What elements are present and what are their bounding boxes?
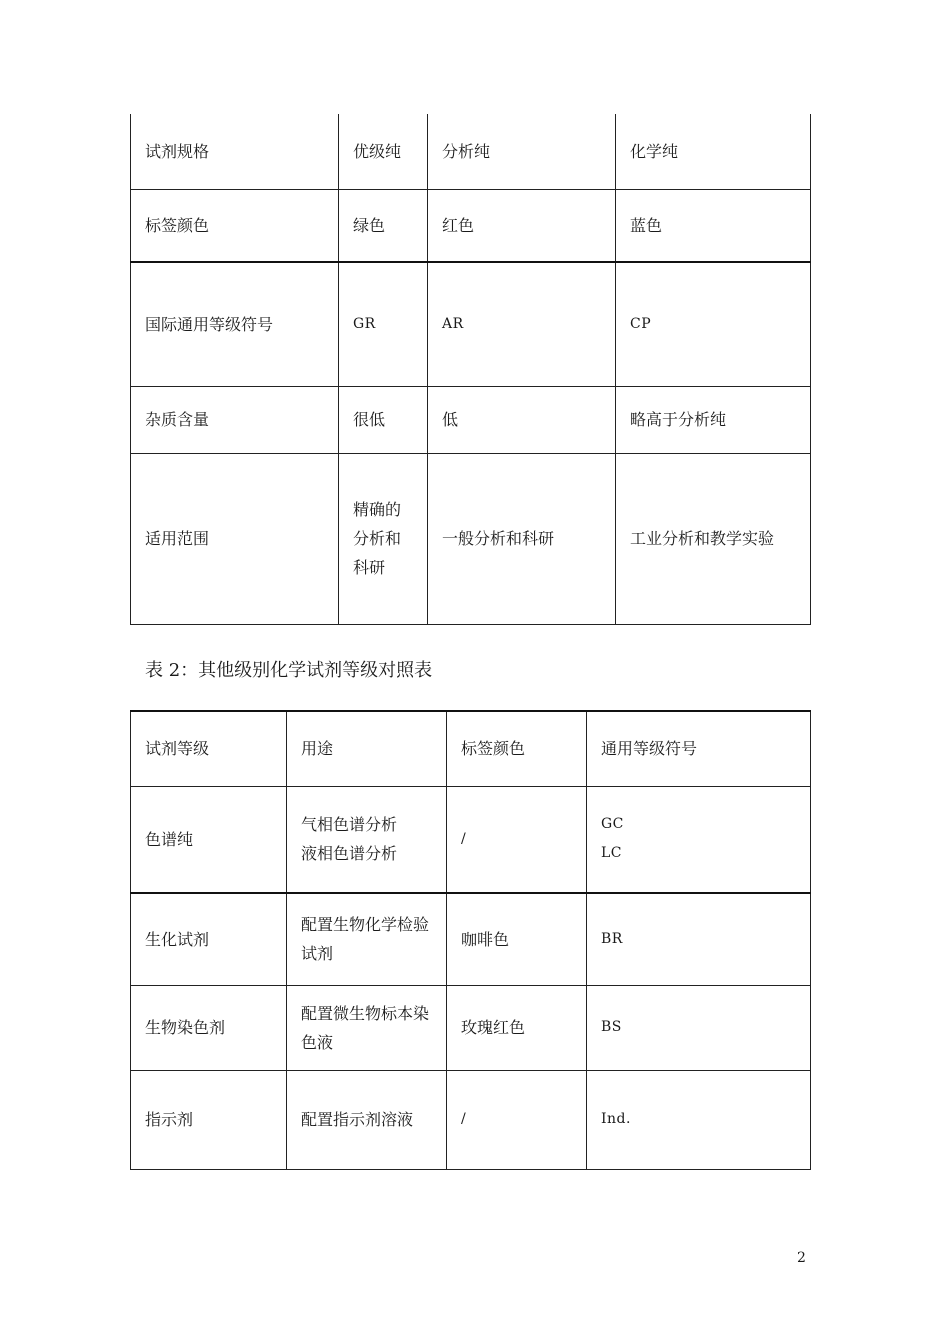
table-row [131, 786, 811, 893]
table-row [131, 985, 811, 1070]
cell-line: 分析和 [353, 529, 402, 548]
table-cell: 优级纯 [339, 114, 428, 189]
table-cell: 色谱纯 [131, 786, 287, 893]
table-cell: AR [428, 262, 616, 386]
table-cell: 蓝色 [616, 189, 811, 262]
table-cell: 国际通用等级符号 [131, 262, 339, 386]
column-header: 标签颜色 [447, 711, 587, 786]
table-cell [339, 453, 428, 624]
table-cell [287, 985, 447, 1070]
table-cell: 标签颜色 [131, 189, 339, 262]
table-cell: 生化试剂 [131, 893, 287, 985]
cell-line: 精确的 [353, 500, 402, 519]
table-cell: 试剂规格 [131, 114, 339, 189]
table-row [131, 114, 811, 189]
table-cell [287, 893, 447, 985]
table-cell: 分析纯 [428, 114, 616, 189]
table-row [131, 189, 811, 262]
table-cell: 杂质含量 [131, 386, 339, 453]
cell-line: 配置生物化学检验 [301, 915, 430, 935]
cell-line: GC [601, 816, 624, 833]
cell-line: 科研 [353, 558, 386, 577]
table-cell: 低 [428, 386, 616, 453]
table-cell: 一般分析和科研 [428, 453, 616, 624]
table-row [131, 386, 811, 453]
table-header-row [131, 711, 811, 786]
table-cell [587, 786, 811, 893]
table-cell: 化学纯 [616, 114, 811, 189]
cell-line: 气相色谱分析 [301, 815, 398, 835]
reagent-grade-table [130, 114, 811, 625]
table-cell: 生物染色剂 [131, 985, 287, 1070]
table-cell: Ind. [587, 1070, 811, 1169]
column-header: 通用等级符号 [587, 711, 811, 786]
cell-line: 试剂 [301, 944, 334, 964]
table-cell: 指示剂 [131, 1070, 287, 1169]
table-cell: / [447, 786, 587, 893]
table-cell: 适用范围 [131, 453, 339, 624]
table-cell: BR [587, 893, 811, 985]
table-cell: CP [616, 262, 811, 386]
page-number: 2 [797, 1250, 806, 1266]
table-cell: 很低 [339, 386, 428, 453]
table-cell: 咖啡色 [447, 893, 587, 985]
column-header: 用途 [287, 711, 447, 786]
table-cell: 工业分析和教学实验 [616, 453, 811, 624]
table-cell: / [447, 1070, 587, 1169]
cell-line: 色液 [301, 1032, 334, 1052]
table-row [131, 893, 811, 985]
cell-line: 配置微生物标本染 [301, 1003, 430, 1023]
table-row [131, 1070, 811, 1169]
cell-line: LC [601, 845, 623, 862]
table-row [131, 453, 811, 624]
table-cell: 绿色 [339, 189, 428, 262]
table-cell: GR [339, 262, 428, 386]
column-header: 试剂等级 [131, 711, 287, 786]
other-reagent-grade-table [130, 710, 811, 1170]
table-cell: 略高于分析纯 [616, 386, 811, 453]
table-caption: 表 2：其他级别化学试剂等级对照表 [145, 660, 433, 681]
table-cell: 红色 [428, 189, 616, 262]
table-row [131, 262, 811, 386]
table-cell: 玫瑰红色 [447, 985, 587, 1070]
table-cell: 配置指示剂溶液 [287, 1070, 447, 1169]
table-cell: BS [587, 985, 811, 1070]
cell-line: 液相色谱分析 [301, 844, 398, 864]
table-cell [287, 786, 447, 893]
